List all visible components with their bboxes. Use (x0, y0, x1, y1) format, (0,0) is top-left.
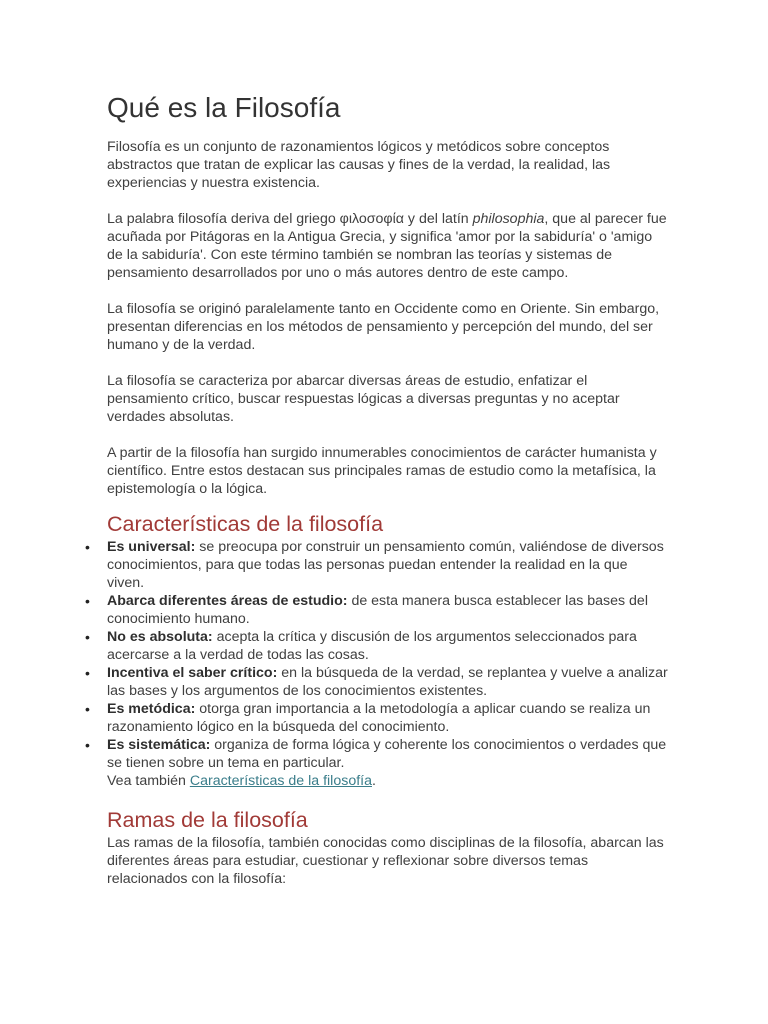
list-item-title: Abarca diferentes áreas de estudio: (107, 593, 348, 609)
intro-paragraph-5: A partir de la filosofía han surgido innumerables conocimientos de carácter humanista y científico. Entre estos destacan sus principales ramas de estudio como la metafísica, la epistemología o la lógica. (107, 445, 657, 497)
list-item-text: de esta manera busca establecer las bases del conocimiento humano. (107, 593, 648, 627)
list-item-text: se preocupa por construir un pensamiento común, valiéndose de diversos conocimientos, para que todas las personas puedan entender la realidad en la que viven. (107, 539, 664, 591)
list-item-text: acepta la crítica y discusión de los argumentos seleccionados para acercarse a la verdad de todas las cosas. (107, 629, 637, 663)
intro-paragraph-2 (107, 210, 668, 282)
list-item-text: en la búsqueda de la verdad, se replantea y vuelve a analizar las bases y los argumentos de los conocimientos existentes. (107, 665, 668, 699)
see-also-line (107, 772, 668, 790)
bullet-icon: • (85, 629, 90, 645)
bullet-icon: • (85, 737, 90, 753)
branches-heading: Ramas de la filosofía (107, 808, 308, 832)
intro-paragraph-1: Filosofía es un conjunto de razonamientos lógicos y metódicos sobre conceptos abstractos que tratan de explicar las causas y fines de la verdad, la realidad, las experiencias y nuestra existencia. (107, 139, 611, 191)
intro-paragraph-4: La filosofía se caracteriza por abarcar diversas áreas de estudio, enfatizar el pensamiento crítico, buscar respuestas lógicas a diversas preguntas y no aceptar verdades absolutas. (107, 373, 620, 425)
intro-paragraph-2-end: , que al parecer fue acuñada por Pitágoras en la Antigua Grecia, y significa 'amor por la sabiduría' o 'amigo de la sabiduría'. Con este término también se nombran las teorías y sistemas de pensamiento desarrollados por uno o más autores dentro de este campo. (107, 211, 667, 281)
page-title: Qué es la Filosofía (107, 92, 341, 123)
latin-term: philosophia (472, 211, 545, 227)
intro-paragraph-3: La filosofía se originó paralelamente tanto en Occidente como en Oriente. Sin embargo, presentan diferencias en los métodos de pensamiento y percepción del mundo, del ser humano y de la verdad. (107, 301, 660, 353)
bullet-icon: • (85, 665, 90, 681)
intro-paragraph-2-start: La palabra filosofía deriva del griego φιλοσοφία y del latín (107, 211, 473, 227)
bullet-icon: • (85, 539, 90, 555)
list-item-title: Es universal: (107, 539, 196, 555)
bullet-icon: • (85, 593, 90, 609)
list-item-title: No es absoluta: (107, 629, 213, 645)
list-item (85, 700, 668, 736)
characteristics-list (85, 538, 668, 772)
list-item-title: Es metódica: (107, 701, 196, 717)
list-item-title: Incentiva el saber crítico: (107, 665, 278, 681)
bullet-icon: • (85, 701, 90, 717)
list-item (85, 592, 668, 628)
list-item (85, 538, 668, 592)
list-item (85, 736, 668, 772)
see-also-prefix: Vea también (107, 773, 190, 789)
list-item-title: Es sistemática: (107, 737, 211, 753)
characteristics-heading: Características de la filosofía (107, 512, 384, 536)
list-item (85, 628, 668, 664)
branches-paragraph: Las ramas de la filosofía, también conocidas como disciplinas de la filosofía, abarcan las diferentes áreas para estudiar, cuestionar y reflexionar sobre diversos temas relacionados con la filosofía: (107, 835, 664, 887)
see-also-suffix: . (371, 773, 376, 789)
characteristics-link[interactable]: Características de la filosofía (189, 773, 372, 789)
list-item-text: organiza de forma lógica y coherente los conocimientos o verdades que se tienen sobre un tema en particular. (107, 737, 667, 771)
list-item-text: otorga gran importancia a la metodología a aplicar cuando se realiza un razonamiento lógico en la búsqueda del conocimiento. (107, 701, 651, 735)
list-item (85, 664, 668, 700)
